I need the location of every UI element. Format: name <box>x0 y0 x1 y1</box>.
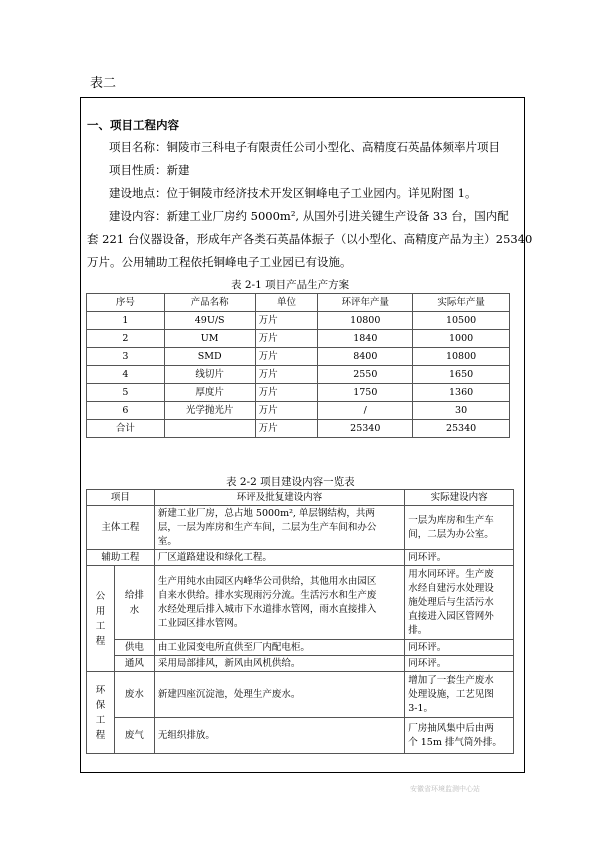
table-row <box>87 506 514 550</box>
cell-line: 处理设施，工艺见图 <box>408 688 494 700</box>
table-row <box>87 490 514 506</box>
page-label: 表二 <box>90 76 117 91</box>
cell-line: 新建工业厂房，总占地 5000m², 单层钢结构，共两 <box>157 507 375 519</box>
table-row <box>87 330 510 348</box>
table-header: 环评年产量 <box>318 294 413 312</box>
table-row <box>87 718 514 754</box>
table-header: 实际建设内容 <box>405 490 514 506</box>
table-header: 实际年产量 <box>413 294 510 312</box>
table-cell <box>405 566 514 640</box>
table-row <box>87 640 514 656</box>
table1-caption: 表 2-1 项目产品生产方案 <box>231 279 350 291</box>
content-line-3: 万片。公用辅助工程依托铜峰电子工业园已有设施。 <box>87 255 352 269</box>
table-cell: 25340 <box>413 420 510 438</box>
cell-line: 3-1。 <box>408 702 434 714</box>
table-cell <box>405 718 514 754</box>
row-label-power: 供电 <box>114 640 154 656</box>
table-cell: 8400 <box>318 348 413 366</box>
table-row <box>87 672 514 718</box>
table-cell: 30 <box>413 402 510 420</box>
table-total-row <box>87 420 510 438</box>
table-header: 项目 <box>87 490 155 506</box>
table-cell: 同环评。 <box>405 640 514 656</box>
table-cell: 由工业园变电所直供至厂内配电柜。 <box>154 640 404 656</box>
cell-line: 水经处理后排入城市下水道排水管网，雨水直接排入 <box>157 603 377 615</box>
table-cell <box>405 672 514 718</box>
cell-line: 一层为库房和生产车 <box>408 514 494 526</box>
cell-line: 个 15m 排气筒外排。 <box>408 736 502 748</box>
table-header: 序号 <box>87 294 165 312</box>
table-row <box>87 566 514 640</box>
table-cell: 2550 <box>318 366 413 384</box>
table-cell: 6 <box>87 402 165 420</box>
table-header: 单位 <box>255 294 318 312</box>
table-cell: 10800 <box>413 348 510 366</box>
table-cell: 万片 <box>255 384 318 402</box>
product-table <box>86 293 510 438</box>
table-row <box>87 402 510 420</box>
cell-line: 室。 <box>157 535 177 547</box>
table-row <box>87 312 510 330</box>
table-cell: 5 <box>87 384 165 402</box>
table-cell: / <box>318 402 413 420</box>
table-cell: 3 <box>87 348 165 366</box>
table-cell: 1 <box>87 312 165 330</box>
cell-line: 排。 <box>408 624 428 636</box>
row-label-vent: 通风 <box>114 656 154 672</box>
cell-line: 自来水供给。排水实现雨污分流。生活污水和生产废 <box>157 589 377 601</box>
cell-line: 直接进入园区管网外 <box>408 610 494 622</box>
table-cell: 25340 <box>318 420 413 438</box>
table-cell: 同环评。 <box>405 550 514 566</box>
row-label-aux: 辅助工程 <box>87 550 155 566</box>
project-name-line: 项目名称：铜陵市三科电子有限责任公司小型化、高精度石英晶体频率片项目 <box>109 140 500 154</box>
table-cell: 采用局部排风，新风由风机供给。 <box>154 656 404 672</box>
table-cell: 新建四座沉淀池，处理生产废水。 <box>154 672 404 718</box>
cell-line: 厂房抽风集中后由两 <box>408 722 494 734</box>
content-line-1: 建设内容：新建工业厂房约 5000m², 从国外引进关键生产设备 33 台，国内配 <box>109 209 509 223</box>
group-label-env: 环 保 工 程 <box>87 672 115 754</box>
table-row <box>87 656 514 672</box>
table-cell: 1750 <box>318 384 413 402</box>
table-cell: 2 <box>87 330 165 348</box>
table-cell: 1650 <box>413 366 510 384</box>
cell-line: 工业园区排水管网。 <box>157 617 244 629</box>
table-cell <box>154 506 404 550</box>
table-cell: 万片 <box>255 348 318 366</box>
table-cell: 万片 <box>255 420 318 438</box>
table-row <box>87 348 510 366</box>
row-label-water: 给排 水 <box>114 566 154 640</box>
table-cell: 10800 <box>318 312 413 330</box>
table-cell: 1360 <box>413 384 510 402</box>
section-title: 一、项目工程内容 <box>87 118 179 132</box>
cell-line: 间，二层为办公室。 <box>408 528 494 540</box>
cell-line: 层，一层为库房和生产车间，二层为生产车间和办公 <box>157 521 377 533</box>
construction-table <box>86 489 514 754</box>
table-cell: 万片 <box>255 366 318 384</box>
table-cell: 无组织排放。 <box>154 718 404 754</box>
table-cell: 合计 <box>87 420 165 438</box>
table-cell: 万片 <box>255 312 318 330</box>
table-row <box>87 550 514 566</box>
table2-caption: 表 2-2 项目建设内容一览表 <box>226 476 355 488</box>
row-label-gas: 废气 <box>114 718 154 754</box>
table-cell: 同环评。 <box>405 656 514 672</box>
table-cell <box>405 506 514 550</box>
cell-line: 施处理后与生活污水 <box>408 596 494 608</box>
table-cell: UM <box>164 330 255 348</box>
location-line: 建设地点：位于铜陵市经济技术开发区铜峰电子工业园内。详见附图 1。 <box>109 186 477 200</box>
table-cell: 1000 <box>413 330 510 348</box>
cell-line: 用水同环评。生产废 <box>408 568 494 580</box>
table-row <box>87 384 510 402</box>
row-label-main: 主体工程 <box>87 506 155 550</box>
table-cell: 1840 <box>318 330 413 348</box>
table-cell: 光学抛光片 <box>164 402 255 420</box>
table-row <box>87 294 510 312</box>
table-cell: 线切片 <box>164 366 255 384</box>
table-cell: 厂区道路建设和绿化工程。 <box>154 550 404 566</box>
cell-line: 水经自建污水处理设 <box>408 582 494 594</box>
table-cell: 49U/S <box>164 312 255 330</box>
table-cell: 万片 <box>255 330 318 348</box>
table-cell: 厚度片 <box>164 384 255 402</box>
table-cell: SMD <box>164 348 255 366</box>
table-cell <box>154 566 404 640</box>
page-footer: 安徽省环境监测中心站 <box>410 785 480 793</box>
cell-line: 增加了一套生产废水 <box>408 674 494 686</box>
table-row <box>87 366 510 384</box>
table-header: 产品名称 <box>164 294 255 312</box>
table-header: 环评及批复建设内容 <box>154 490 404 506</box>
content-line-2: 套 221 台仪器设备，形成年产各类石英晶体振子（以小型化、高精度产品为主）25340 <box>87 232 533 246</box>
table-cell: 4 <box>87 366 165 384</box>
cell-line: 生产用纯水由园区内峰华公司供给，其他用水由园区 <box>157 575 377 587</box>
group-label-public: 公 用 工 程 <box>87 566 115 672</box>
table-cell: 10500 <box>413 312 510 330</box>
table-cell <box>164 420 255 438</box>
table-cell: 万片 <box>255 402 318 420</box>
project-nature-line: 项目性质：新建 <box>109 163 190 177</box>
row-label-wastewater: 废水 <box>114 672 154 718</box>
